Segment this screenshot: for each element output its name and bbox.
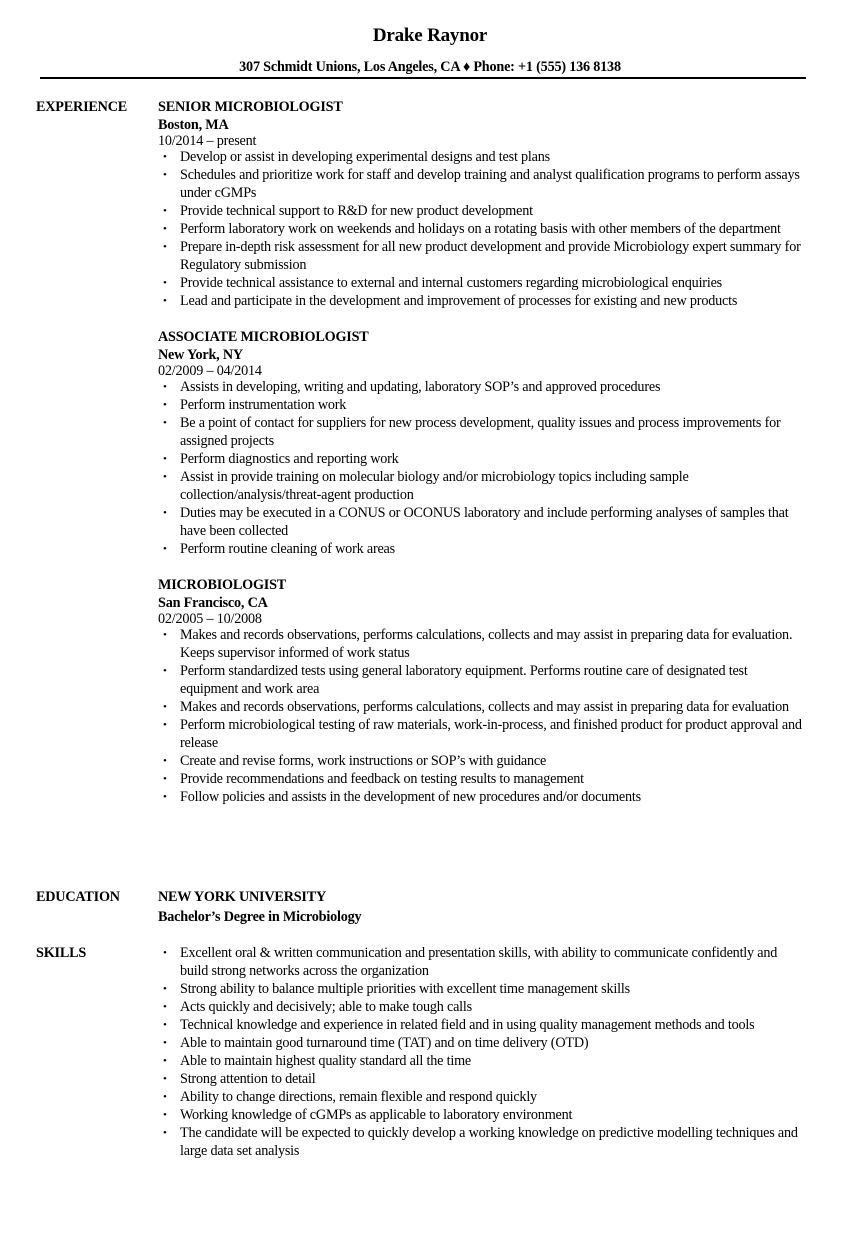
bullet-icon: • — [163, 295, 167, 307]
bullet-icon: • — [163, 543, 167, 555]
job-location: Boston, MA — [158, 117, 229, 133]
bullet-item — [158, 414, 808, 450]
job-bullets — [158, 378, 808, 558]
skills-list — [158, 944, 808, 1160]
bullet-item — [158, 220, 808, 238]
section-label-education: EDUCATION — [36, 889, 120, 905]
bullet-icon: • — [163, 1109, 167, 1121]
job-location: San Francisco, CA — [158, 595, 268, 611]
bullet-item — [158, 468, 808, 504]
skill-item — [158, 1016, 808, 1034]
bullet-icon: • — [163, 1019, 167, 1031]
job-dates: 10/2014 – present — [158, 133, 257, 149]
bullet-icon: • — [163, 417, 167, 429]
skill-text: Excellent oral & written communication and presentation skills, with ability to communicate confidently and build strong networks across the organization — [180, 945, 778, 979]
skill-item — [158, 998, 808, 1016]
skill-item — [158, 1070, 808, 1088]
bullet-icon: • — [163, 701, 167, 713]
bullet-icon: • — [163, 1091, 167, 1103]
job-bullets — [158, 148, 808, 310]
job-dates: 02/2005 – 10/2008 — [158, 611, 262, 627]
bullet-icon: • — [163, 947, 167, 959]
bullet-icon: • — [163, 983, 167, 995]
job-location: New York, NY — [158, 347, 243, 363]
bullet-icon: • — [163, 1073, 167, 1085]
bullet-icon: • — [163, 719, 167, 731]
education-body — [158, 888, 808, 928]
skills-body — [158, 944, 808, 1160]
bullet-text: Makes and records observations, performs calculations, collects and may assist in preparing data for evaluation — [180, 699, 789, 715]
bullet-text: Be a point of contact for suppliers for new process development, quality issues and process improvements for assigned projects — [180, 415, 781, 449]
skill-item — [158, 944, 808, 980]
job-bullets — [158, 626, 808, 806]
skill-text: Strong ability to balance multiple priorities with excellent time management skills — [180, 981, 630, 997]
section-label-experience: EXPERIENCE — [36, 99, 128, 115]
skill-text: Acts quickly and decisively; able to make tough calls — [180, 999, 472, 1015]
job-dates: 02/2009 – 04/2014 — [158, 363, 262, 379]
job-entry — [158, 98, 808, 310]
bullet-text: Follow policies and assists in the development of new procedures and/or documents — [180, 789, 641, 805]
skill-text: Strong attention to detail — [180, 1071, 316, 1087]
bullet-item — [158, 716, 808, 752]
bullet-text: Assist in provide training on molecular biology and/or microbiology topics including sample collection/analysis/threat-agent production — [180, 469, 689, 503]
skill-text: Able to maintain highest quality standard all the time — [180, 1053, 472, 1069]
bullet-item — [158, 504, 808, 540]
bullet-item — [158, 292, 808, 310]
bullet-item — [158, 770, 808, 788]
bullet-item — [158, 540, 808, 558]
job-entry — [158, 576, 808, 806]
skill-text: Technical knowledge and experience in related field and in using quality management methods and tools — [180, 1017, 755, 1033]
bullet-icon: • — [163, 223, 167, 235]
bullet-text: Create and revise forms, work instructions or SOP’s with guidance — [180, 753, 547, 769]
bullet-text: Provide technical support to R&D for new product development — [180, 203, 533, 219]
bullet-text: Prepare in-depth risk assessment for all new product development and provide Microbiology expert summary for Regulatory submission — [180, 239, 801, 273]
bullet-icon: • — [163, 241, 167, 253]
bullet-text: Duties may be executed in a CONUS or OCONUS laboratory and include performing analyses of samples that have been collected — [180, 505, 789, 539]
bullet-item — [158, 378, 808, 396]
bullet-text: Lead and participate in the development and improvement of processes for existing and new products — [180, 293, 738, 309]
bullet-text: Develop or assist in developing experimental designs and test plans — [180, 149, 550, 165]
skill-item — [158, 1052, 808, 1070]
bullet-icon: • — [163, 471, 167, 483]
bullet-text: Assists in developing, writing and updating, laboratory SOP’s and approved procedures — [180, 379, 661, 395]
job-title: ASSOCIATE MICROBIOLOGIST — [158, 329, 369, 345]
bullet-item — [158, 148, 808, 166]
bullet-text: Perform laboratory work on weekends and holidays on a rotating basis with other members of the department — [180, 221, 781, 237]
bullet-item — [158, 238, 808, 274]
bullet-text: Provide recommendations and feedback on testing results to management — [180, 771, 584, 787]
bullet-icon: • — [163, 1001, 167, 1013]
bullet-icon: • — [163, 665, 167, 677]
bullet-icon: • — [163, 381, 167, 393]
education-school: NEW YORK UNIVERSITY — [158, 889, 327, 905]
candidate-name: Drake Raynor — [372, 25, 488, 46]
skill-item — [158, 1124, 808, 1160]
bullet-item — [158, 166, 808, 202]
bullet-icon: • — [163, 1055, 167, 1067]
bullet-item — [158, 788, 808, 806]
bullet-item — [158, 698, 808, 716]
bullet-icon: • — [163, 507, 167, 519]
bullet-text: Schedules and prioritize work for staff and develop training and analyst qualification programs to perform assays under cGMPs — [180, 167, 800, 201]
bullet-text: Perform standardized tests using general laboratory equipment. Performs routine care of designated test equipment and work area — [180, 663, 748, 697]
education-degree: Bachelor’s Degree in Microbiology — [158, 909, 362, 925]
bullet-icon: • — [163, 151, 167, 163]
bullet-icon: • — [163, 205, 167, 217]
job-title: SENIOR MICROBIOLOGIST — [158, 99, 343, 115]
skill-item — [158, 1034, 808, 1052]
bullet-item — [158, 274, 808, 292]
bullet-icon: • — [163, 453, 167, 465]
bullet-icon: • — [163, 629, 167, 641]
contact-line: 307 Schmidt Unions, Los Angeles, CA ♦ Phone: +1 (555) 136 8138 — [239, 59, 621, 75]
section-label-skills: SKILLS — [36, 945, 87, 961]
bullet-item — [158, 396, 808, 414]
skill-text: Ability to change directions, remain flexible and respond quickly — [180, 1089, 537, 1105]
bullet-icon: • — [163, 169, 167, 181]
bullet-item — [158, 626, 808, 662]
bullet-item — [158, 662, 808, 698]
skill-item — [158, 980, 808, 998]
bullet-icon: • — [163, 399, 167, 411]
experience-list — [158, 98, 808, 824]
bullet-icon: • — [163, 1127, 167, 1139]
job-entry — [158, 328, 808, 558]
skill-text: Working knowledge of cGMPs as applicable to laboratory environment — [180, 1107, 573, 1123]
bullet-icon: • — [163, 1037, 167, 1049]
bullet-item — [158, 450, 808, 468]
bullet-text: Perform diagnostics and reporting work — [180, 451, 399, 467]
bullet-item — [158, 752, 808, 770]
skill-text: Able to maintain good turnaround time (TAT) and on time delivery (OTD) — [180, 1035, 589, 1051]
skill-text: The candidate will be expected to quickly develop a working knowledge on predictive modelling techniques and large data set analysis — [180, 1125, 798, 1159]
bullet-text: Perform microbiological testing of raw materials, work-in-process, and finished product for product approval and release — [180, 717, 802, 751]
bullet-icon: • — [163, 755, 167, 767]
skill-item — [158, 1106, 808, 1124]
bullet-icon: • — [163, 791, 167, 803]
bullet-icon: • — [163, 277, 167, 289]
header-divider — [40, 77, 806, 79]
job-title: MICROBIOLOGIST — [158, 577, 287, 593]
skill-item — [158, 1088, 808, 1106]
bullet-item — [158, 202, 808, 220]
bullet-icon: • — [163, 773, 167, 785]
bullet-text: Perform routine cleaning of work areas — [180, 541, 395, 557]
bullet-text: Perform instrumentation work — [180, 397, 347, 413]
bullet-text: Provide technical assistance to external and internal customers regarding microbiological enquiries — [180, 275, 722, 291]
bullet-text: Makes and records observations, performs calculations, collects and may assist in preparing data for evaluation. Keeps supervisor informed of work status — [180, 627, 793, 661]
